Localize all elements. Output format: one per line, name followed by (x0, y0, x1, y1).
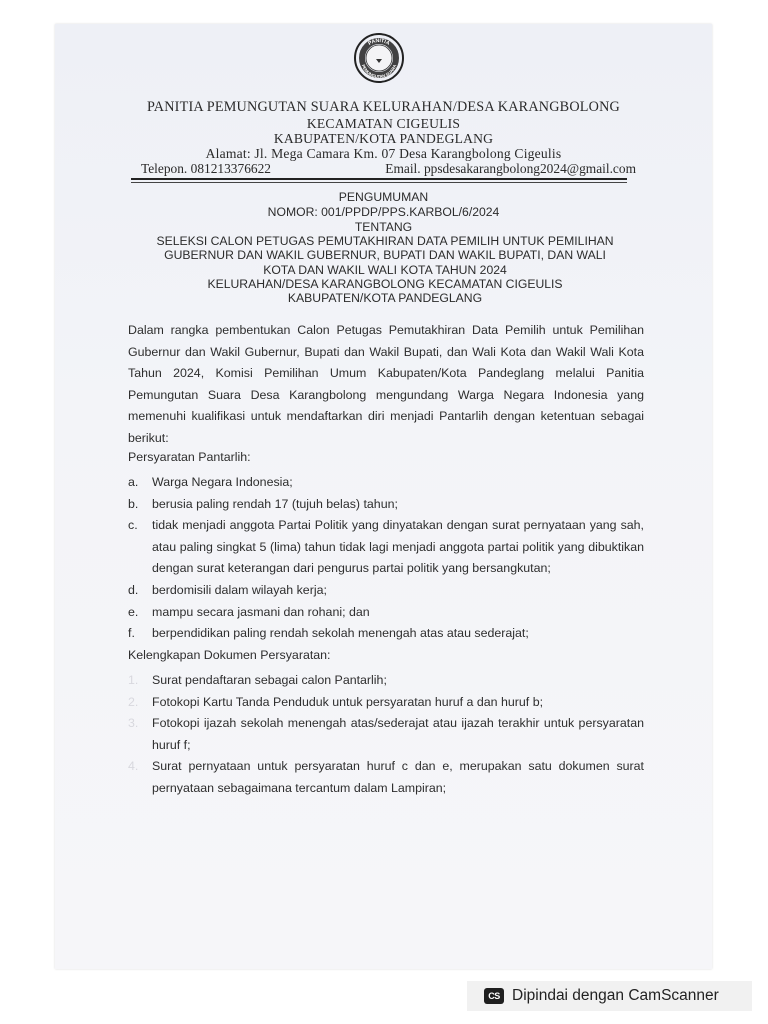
list-text: Warga Negara Indonesia; (152, 475, 293, 489)
requirements-list (128, 472, 644, 645)
list-item (128, 515, 644, 580)
list-text: Surat pernyataan untuk persyaratan huruf c dan e, merupakan satu dokumen surat pernyataan sebagaimana tercantum dalam Lampiran; (152, 759, 644, 795)
announcement-number: NOMOR: 001/PPDP/PPS.KARBOL/6/2024 (267, 205, 500, 219)
camscanner-logo-icon: CS (484, 988, 504, 1004)
subject-line: KELURAHAN/DESA KARANGBOLONG KECAMATAN CIGEULIS (207, 276, 563, 291)
subject-line: KABUPATEN/KOTA PANDEGLANG (287, 291, 483, 306)
camscanner-label: Dipindai dengan CamScanner (512, 987, 719, 1004)
list-marker: a. (128, 475, 139, 489)
list-text: berusia paling rendah 17 (tujuh belas) tahun; (152, 496, 398, 511)
list-item (128, 580, 644, 602)
list-text: Fotokopi Kartu Tanda Penduduk untuk persyaratan huruf a dan huruf b; (152, 694, 544, 709)
list-text: tidak menjadi anggota Partai Politik yang dinyatakan dengan surat pernyataan yang sah, atau paling singkat 5 (lima) tahun tidak lagi menjadi anggota partai politik yang dibuktikan dengan surat keterangan dari pengurus partai politik yang bersangkutan; (152, 518, 644, 576)
org-name: PANITIA PEMUNGUTAN SUARA KELURAHAN/DESA KARANGBOLONG (146, 99, 620, 115)
list-item (128, 623, 644, 645)
list-marker: 3. (128, 716, 139, 731)
documents-list (128, 670, 644, 800)
list-text: berdomisili dalam wilayah kerja; (152, 582, 327, 597)
list-item (128, 756, 644, 799)
list-marker: 1. (128, 673, 139, 687)
announcement-heading: PENGUMUMAN (338, 190, 429, 204)
letterhead-rule-thin (131, 182, 627, 183)
list-text: Fotokopi ijazah sekolah menengah atas/sederajat atau ijazah terakhir untuk persyaratan huruf f; (152, 716, 644, 752)
list-item (128, 692, 644, 714)
subject-line: GUBERNUR DAN WAKIL GUBERNUR, BUPATI DAN WAKIL BUPATI, DAN WALI (164, 248, 606, 263)
district: KECAMATAN CIGEULIS (306, 116, 461, 131)
list-marker: 4. (128, 759, 139, 774)
subject-line: SELEKSI CALON PETUGAS PEMUTAKHIRAN DATA PEMILIH UNTUK PEMILIHAN (156, 234, 614, 248)
list-marker: 2. (128, 694, 139, 709)
scanned-page (55, 24, 712, 969)
intro-paragraph: Dalam rangka pembentukan Calon Petugas Pemutakhiran Data Pemilih untuk Pemilihan Gubernur dan Wakil Gubernur, Bupati dan Wakil Bupati, dan Wali Kota dan Wakil Wali Kota Tahun 2024, Komisi Pemilihan Umum Kabupaten/Kota Pandeglang melalui Panitia Pemungutan Suara Desa Karangbolong mengundang Warga Negara Indonesia yang memenuhi kualifikasi untuk mendaftarkan diri menjadi Pantarlih dengan ketentuan sebagai berikut: (128, 323, 644, 445)
email: Email. ppsdesakarangbolong2024@gmail.com (385, 161, 636, 176)
list-text: berpendidikan paling rendah sekolah menengah atas atau sederajat; (152, 626, 529, 641)
requirements-heading: Persyaratan Pantarlih: (128, 450, 251, 464)
address: Alamat: Jl. Mega Camara Km. 07 Desa Karangbolong Cigeulis (205, 146, 562, 161)
list-marker: b. (128, 496, 139, 511)
contact-line (141, 161, 636, 177)
list-text: Surat pendaftaran sebagai calon Pantarlih; (152, 673, 387, 687)
announcement-subject (125, 234, 645, 305)
seal-text-top: PANITIA (367, 37, 391, 47)
committee-seal-icon (353, 32, 405, 84)
list-marker: d. (128, 582, 139, 597)
list-marker: c. (128, 518, 138, 533)
list-item (128, 494, 644, 516)
announcement-about: TENTANG (354, 220, 413, 234)
list-marker: e. (128, 604, 139, 619)
list-marker: f. (128, 626, 135, 641)
subject-line: KOTA DAN WAKIL WALI KOTA TAHUN 2024 (263, 262, 507, 277)
seal-text-bottom: PEMUNGUTAN SUARA (360, 63, 398, 80)
list-item (128, 472, 644, 494)
list-item (128, 713, 644, 756)
list-text: mampu secara jasmani dan rohani; dan (152, 604, 370, 619)
list-item (128, 602, 644, 624)
list-item (128, 670, 644, 692)
camscanner-watermark (467, 981, 752, 1011)
documents-heading: Kelengkapan Dokumen Persyaratan: (128, 648, 331, 662)
letterhead-rule-thick (131, 178, 627, 180)
phone: Telepon. 081213376622 (141, 161, 271, 176)
regency: KABUPATEN/KOTA PANDEGLANG (273, 131, 494, 146)
